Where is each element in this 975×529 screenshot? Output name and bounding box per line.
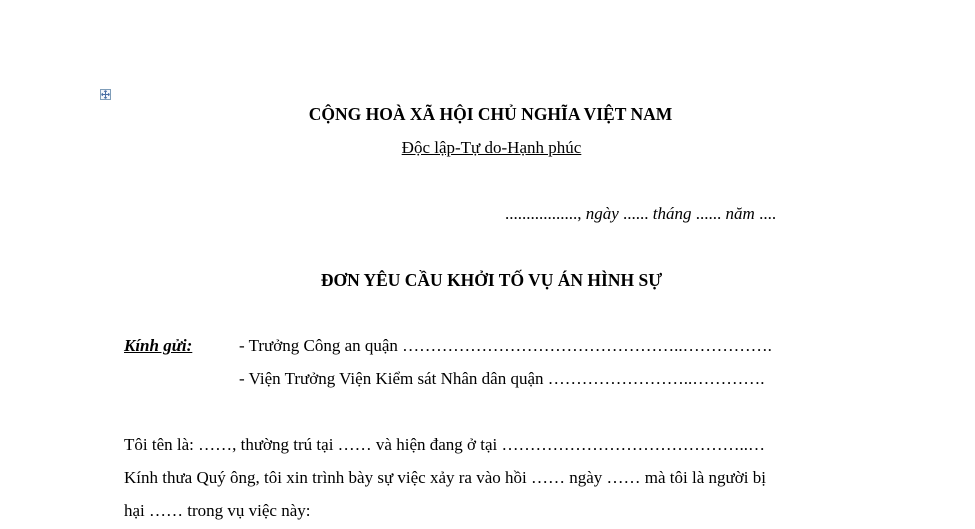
body-line: hại …… trong vụ việc này: xyxy=(124,501,311,520)
date-year-label: năm xyxy=(725,204,755,223)
body-line: Tôi tên là: ……, thường trú tại …… và hiện đang ở tại ……………………………………..… xyxy=(124,435,766,454)
date-year-blank: .... xyxy=(754,204,777,223)
national-motto: Độc lập-Tự do-Hạnh phúc xyxy=(401,138,582,157)
date-place: ................., xyxy=(505,204,586,223)
recipient-label: Kính gửi: xyxy=(124,336,193,355)
document-title: ĐƠN YÊU CẦU KHỞI TỐ VỤ ÁN HÌNH SỰ xyxy=(320,270,663,290)
date-line xyxy=(505,203,776,225)
date-day-blank: ...... xyxy=(618,204,653,223)
date-day-label: ngày xyxy=(585,204,619,223)
recipient-item: - Trưởng Công an quận …………………………………………..……………. xyxy=(239,336,772,355)
nation-heading: CỘNG HOÀ XÃ HỘI CHỦ NGHĨA VIỆT NAM xyxy=(308,104,673,124)
date-month-label: tháng xyxy=(652,204,692,223)
recipient-item: - Viện Trưởng Viện Kiểm sát Nhân dân quận ……………………..…………. xyxy=(239,369,765,388)
body-line: Kính thưa Quý ông, tôi xin trình bày sự việc xảy ra vào hồi …… ngày …… mà tôi là người bị xyxy=(124,468,766,487)
table-move-handle-icon[interactable] xyxy=(100,89,111,100)
date-month-blank: ...... xyxy=(691,204,726,223)
